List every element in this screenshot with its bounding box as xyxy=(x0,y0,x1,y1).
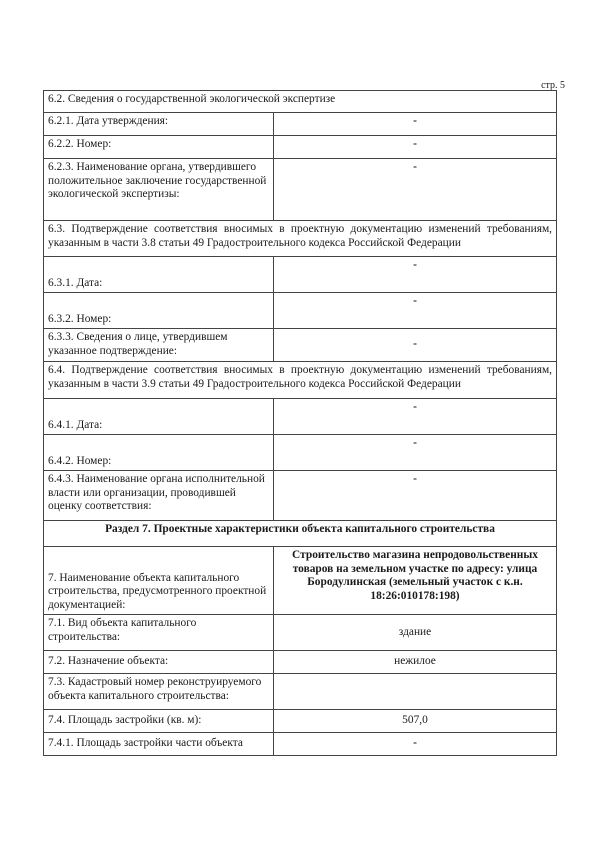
table-row xyxy=(44,651,557,674)
row-value: - xyxy=(274,435,557,471)
table-row xyxy=(44,471,557,521)
table-row xyxy=(44,674,557,710)
table-row xyxy=(44,521,557,547)
table-row xyxy=(44,136,557,159)
row-value: - xyxy=(274,733,557,756)
row-label: 7.3. Кадастровый номер реконструируемого объекта капитального строительства: xyxy=(44,674,274,710)
row-label: 6.3.2. Номер: xyxy=(44,293,274,329)
row-label: 6.2.3. Наименование органа, утвердившего положительное заключение государственной экологической экспертизы: xyxy=(44,159,274,221)
table-row xyxy=(44,399,557,435)
row-value: - xyxy=(274,399,557,435)
row-label: 7.2. Назначение объекта: xyxy=(44,651,274,674)
section-6-3-heading: 6.3. Подтверждение соответствия вносимых в проектную документацию изменений требованиям, указанным в части 3.8 статьи 49 Градостроительного кодекса Российской Федерации xyxy=(44,221,557,257)
row-label: 6.4.1. Дата: xyxy=(44,399,274,435)
row-value: - xyxy=(274,329,557,362)
table-row xyxy=(44,91,557,113)
row-value: 507,0 xyxy=(274,710,557,733)
table-row xyxy=(44,113,557,136)
row-value xyxy=(274,674,557,710)
table-row xyxy=(44,435,557,471)
table-row xyxy=(44,293,557,329)
row-label: 6.3.3. Сведения о лице, утвердившем указанное подтверждение: xyxy=(44,329,274,362)
table-row xyxy=(44,710,557,733)
row-value: - xyxy=(274,257,557,293)
object-name-value: Строительство магазина непродовольственных товаров на земельном участке по адресу: улица Бородулинская (земельный участок с к.н. 18:26:010178:198) xyxy=(274,547,557,615)
row-label: 7.4. Площадь застройки (кв. м): xyxy=(44,710,274,733)
row-value: - xyxy=(274,293,557,329)
table-row xyxy=(44,257,557,293)
row-value: нежилое xyxy=(274,651,557,674)
table-row xyxy=(44,159,557,221)
section-6-2-heading: 6.2. Сведения о государственной экологической экспертизе xyxy=(44,91,557,113)
table-row xyxy=(44,221,557,257)
row-value: здание xyxy=(274,615,557,651)
row-label: 6.4.3. Наименование органа исполнительной власти или организации, проводившей оценку соответствия: xyxy=(44,471,274,521)
row-label: 6.4.2. Номер: xyxy=(44,435,274,471)
row-value: - xyxy=(274,136,557,159)
table-row xyxy=(44,329,557,362)
row-value: - xyxy=(274,159,557,221)
row-label: 6.2.1. Дата утверждения: xyxy=(44,113,274,136)
row-label: 7.1. Вид объекта капитального строительства: xyxy=(44,615,274,651)
table-row xyxy=(44,362,557,399)
section-6-4-heading: 6.4. Подтверждение соответствия вносимых в проектную документацию изменений требованиям, указанным в части 3.9 статьи 49 Градостроительного кодекса Российской Федерации xyxy=(44,362,557,399)
table-row xyxy=(44,733,557,756)
section-7-heading: Раздел 7. Проектные характеристики объекта капитального строительства xyxy=(44,521,557,547)
row-label: 7.4.1. Площадь застройки части объекта xyxy=(44,733,274,756)
row-label: 7. Наименование объекта капитального строительства, предусмотренного проектной документацией: xyxy=(44,547,274,615)
table-row xyxy=(44,547,557,615)
row-label: 6.2.2. Номер: xyxy=(44,136,274,159)
table-row xyxy=(44,615,557,651)
row-value: - xyxy=(274,113,557,136)
row-value: - xyxy=(274,471,557,521)
project-characteristics-table xyxy=(43,90,557,756)
row-label: 6.3.1. Дата: xyxy=(44,257,274,293)
page-number: стр. 5 xyxy=(541,80,565,91)
